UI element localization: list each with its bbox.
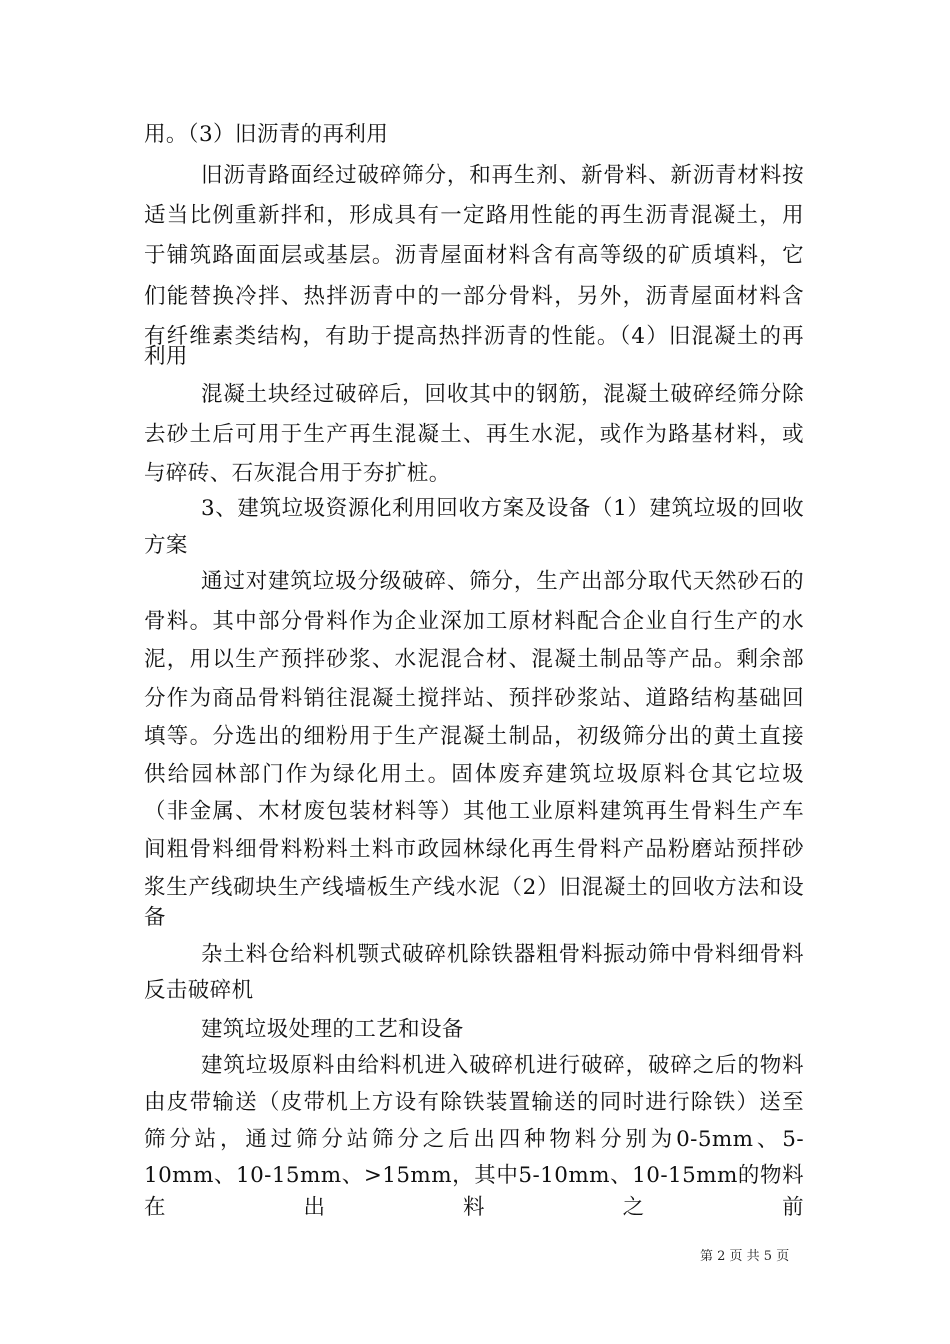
- text-line: 反击破碎机: [144, 978, 254, 1003]
- text-line: 们能替换冷拌、热拌沥青中的一部分骨料，另外，沥青屋面材料含: [144, 284, 804, 309]
- text-line: 筛分站，通过筛分站筛分之后出四种物料分别为0-5mm、5-: [144, 1127, 804, 1152]
- text-line: 杂土料仓给料机颚式破碎机除铁器粗骨料振动筛中骨料细骨料: [201, 942, 804, 967]
- text-line: 去砂土后可用于生产再生混凝土、再生水泥，或作为路基材料，或: [144, 422, 804, 447]
- text-line: 骨料。其中部分骨料作为企业深加工原材料配合企业自行生产的水: [144, 609, 804, 634]
- page-number: 第 2 页 共 5 页: [700, 1249, 790, 1264]
- text-line: 旧沥青路面经过破碎筛分，和再生剂、新骨料、新沥青材料按: [201, 163, 804, 188]
- text-line: 备: [144, 905, 166, 930]
- text-line: 3、建筑垃圾资源化利用回收方案及设备（1）建筑垃圾的回收: [201, 496, 804, 521]
- text-line: 用。（3）旧沥青的再利用: [144, 122, 389, 147]
- text-line: 利用: [144, 344, 188, 369]
- text-line: 建筑垃圾处理的工艺和设备: [201, 1017, 464, 1042]
- text-line: 于铺筑路面面层或基层。沥青屋面材料含有高等级的矿质填料，它: [144, 243, 804, 268]
- text-line: 浆生产线砌块生产线墙板生产线水泥（2）旧混凝土的回收方法和设: [144, 875, 804, 900]
- text-line: 有纤维素类结构，有助于提高热拌沥青的性能。（4）旧混凝土的再: [144, 324, 804, 349]
- text-line: 通过对建筑垃圾分级破碎、筛分，生产出部分取代天然砂石的: [201, 569, 804, 594]
- text-line: 混凝土块经过破碎后，回收其中的钢筋，混凝土破碎经筛分除: [201, 382, 804, 407]
- text-line: 10mm、10-15mm、>15mm，其中5-10mm、10-15mm的物料在出料之前: [144, 1163, 804, 1220]
- text-line: 适当比例重新拌和，形成具有一定路用性能的再生沥青混凝土，用: [144, 203, 804, 228]
- text-line: 填等。分选出的细粉用于生产混凝土制品，初级筛分出的黄土直接: [144, 724, 804, 749]
- text-line: 分作为商品骨料销往混凝土搅拌站、预拌砂浆站、道路结构基础回: [144, 686, 804, 711]
- text-line: 供给园林部门作为绿化用土。固体废弃建筑垃圾原料仓其它垃圾: [144, 762, 804, 787]
- text-line: 方案: [144, 533, 188, 558]
- text-line: 泥，用以生产预拌砂浆、水泥混合材、混凝土制品等产品。剩余部: [144, 647, 804, 672]
- text-line: （非金属、木材废包装材料等）其他工业原料建筑再生骨料生产车: [144, 799, 804, 824]
- text-line: 由皮带输送（皮带机上方设有除铁装置输送的同时进行除铁）送至: [144, 1090, 804, 1115]
- text-line: 与碎砖、石灰混合用于夯扩桩。: [144, 461, 451, 486]
- text-line: 间粗骨料细骨料粉料土料市政园林绿化再生骨料产品粉磨站预拌砂: [144, 837, 804, 862]
- text-line: 建筑垃圾原料由给料机进入破碎机进行破碎，破碎之后的物料: [201, 1053, 804, 1078]
